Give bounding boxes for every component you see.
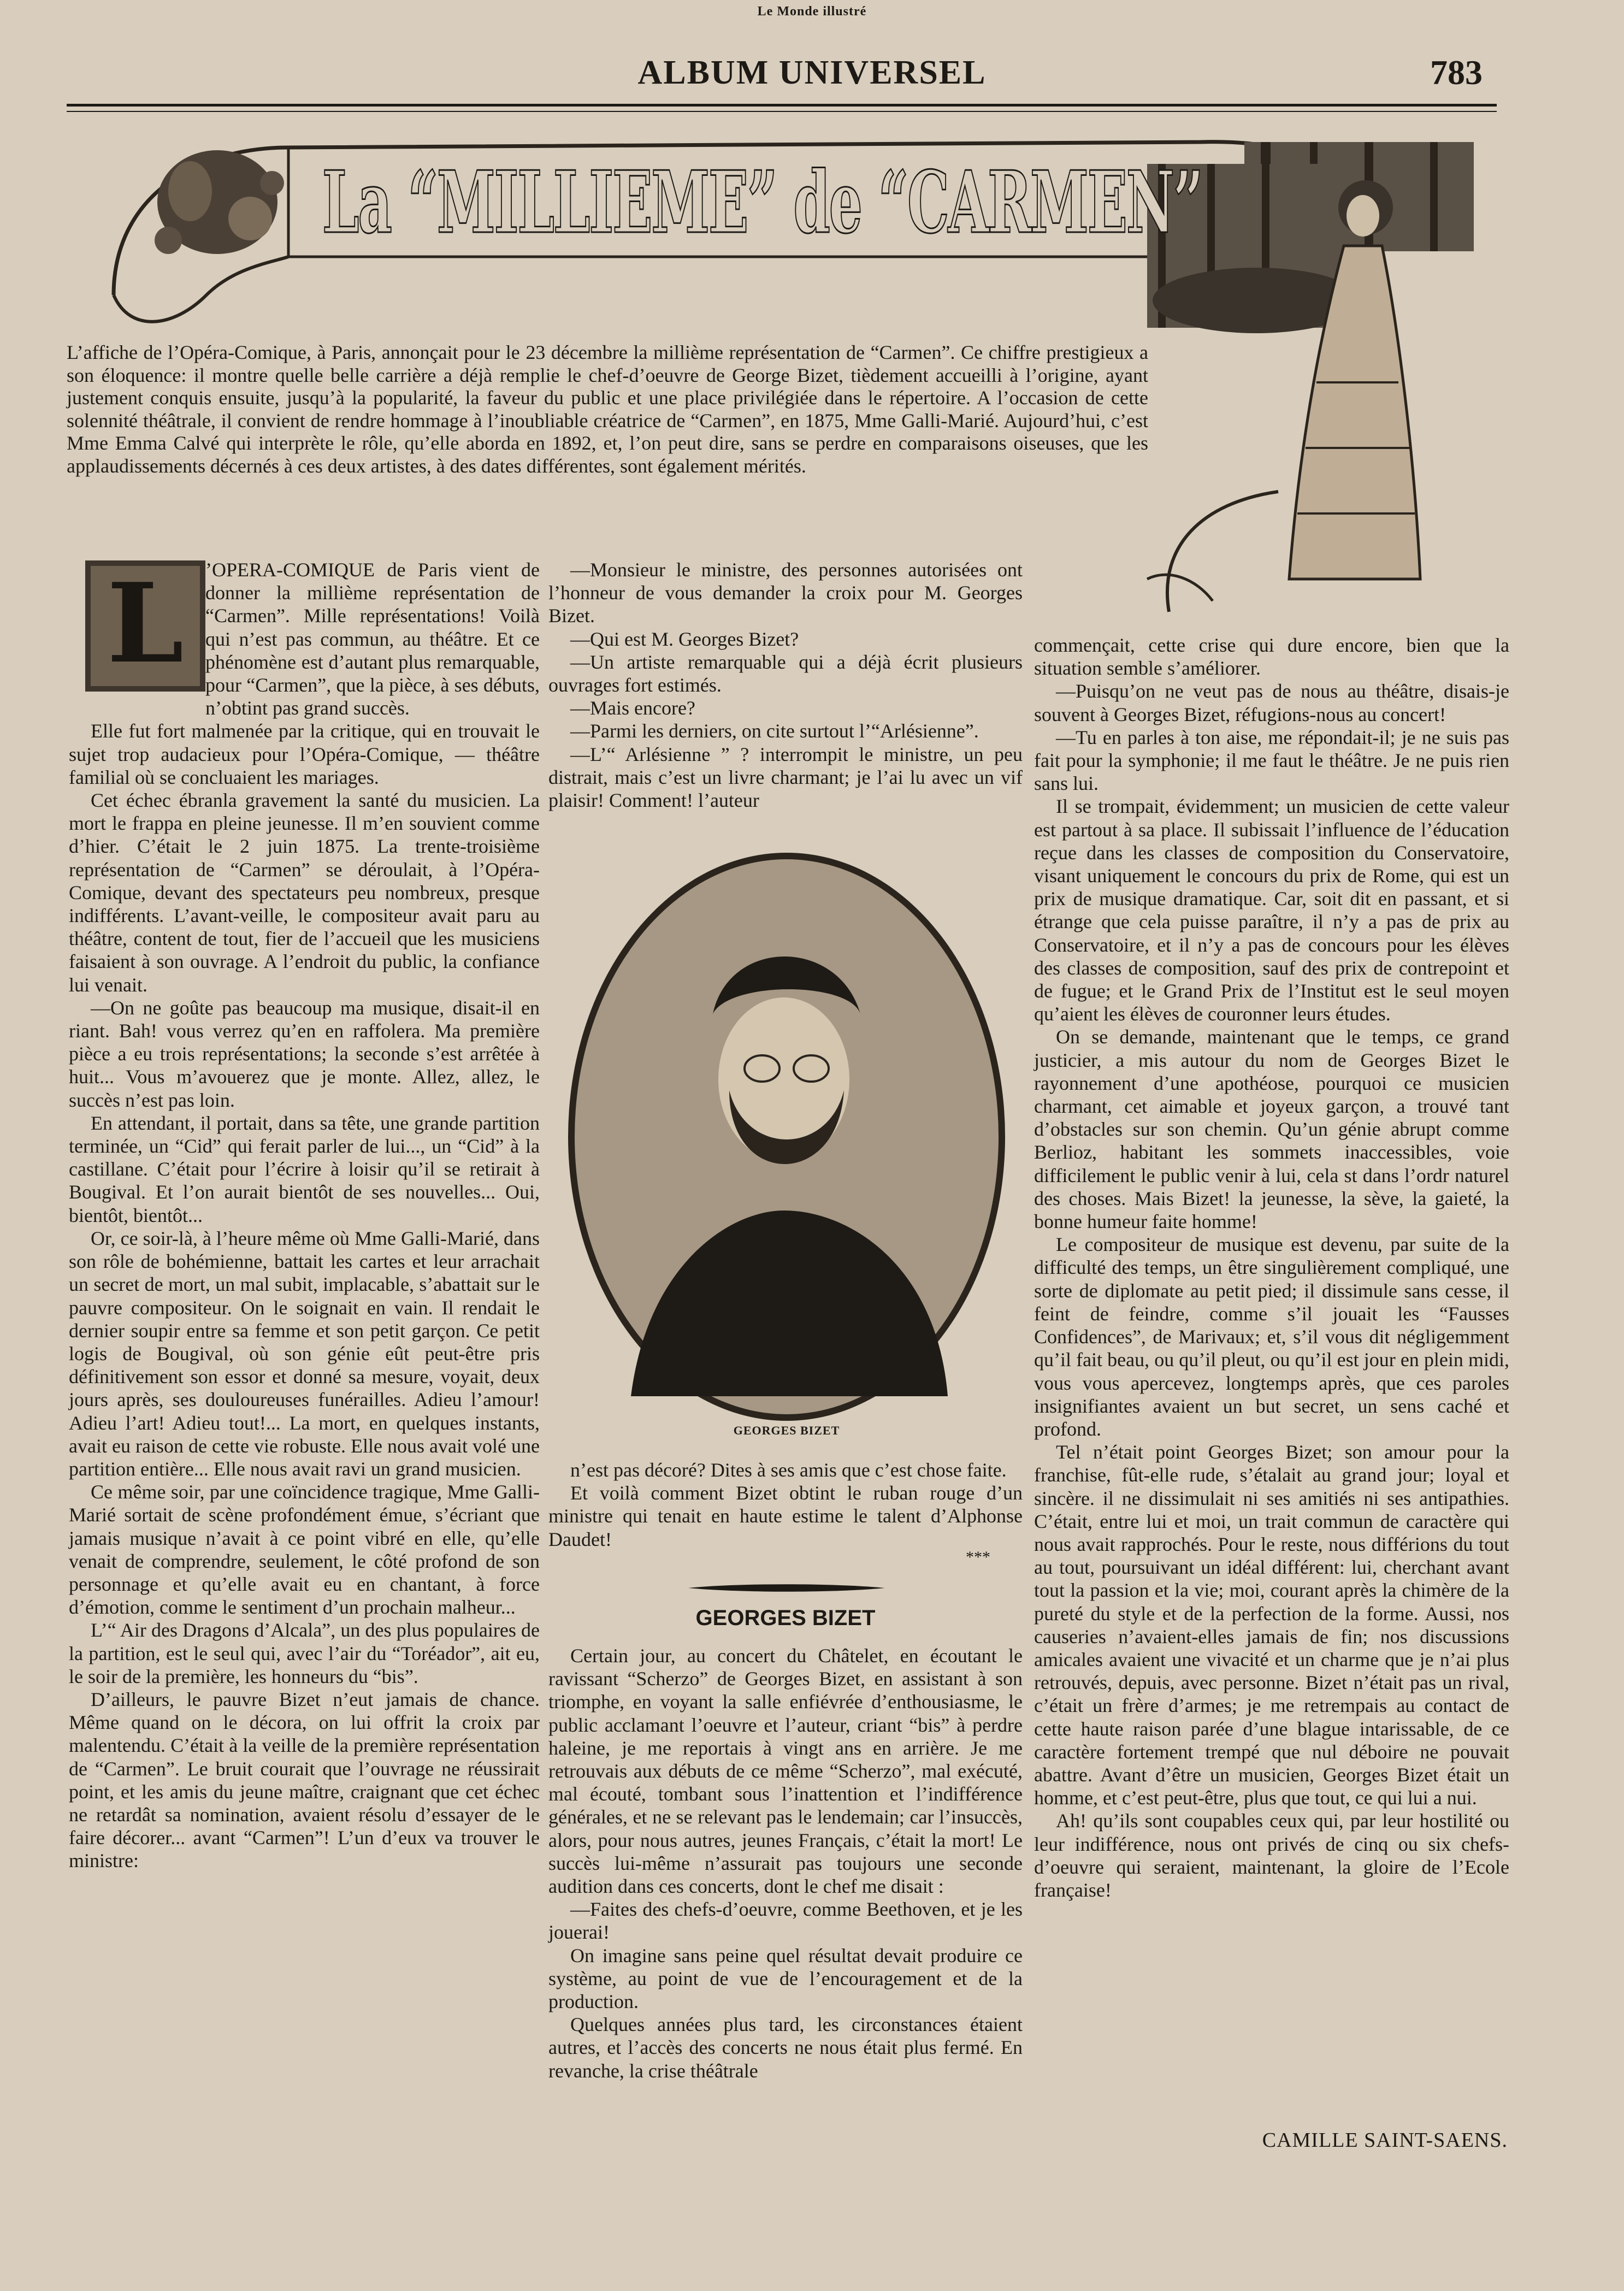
paragraph: En attendant, il portait, dans sa tête, une grande partition terminée, un “Cid” qui ferait parler de lui..., un “Cid” à la castillane. C’était pour l’écrire à loisir qu’il se retirait à Bougival. Et l’on aurait bientôt de ses nouvelles... Oui, bientôt, bientôt... (69, 1112, 540, 1226)
paragraph: —On ne goûte pas beaucoup ma musique, disait-il en riant. Bah! vous verrez qu’en en raffolera. Ma première pièce a eu trois représentations; la seconde s’est arrêtée à huit... Vous m’avouerez que je monte. Allez, allez, le succès n’est pas loin. (69, 996, 540, 1111)
paragraph: —Un artiste remarquable qui a déjà écrit plusieurs ouvrages fort estimés. (548, 651, 1023, 696)
paragraph: —Puisqu’on ne veut pas de nous au théâtre, disais-je souvent à Georges Bizet, réfugions-nous au concert! (1034, 680, 1509, 725)
paragraph: L’“ Air des Dragons d’Alcala”, un des plus populaires de la partition, est le seul qui, avec l’air du “Toréador”, ait eu, le soir de la première, les honneurs du “bis”. (69, 1619, 540, 1687)
column-right (1034, 634, 1509, 1902)
paragraph: On se demande, maintenant que le temps, ce grand justicier, a mis autour du nom de Georges Bizet le rayonnement d’une apothéose, pourquoi ce musicien charmant, cet aimable et joyeux garçon, a trouvé tant d’obstacles sur son chemin. Qu’un génie abrupt comme Berlioz, habitant les sommets inaccessibles, voie difficilement le public venir à lui, cela st dans l’ordr naturel des choses. Mais Bizet! la jeunesse, la sève, la gaieté, la bonne humeur faite homme! (1034, 1026, 1509, 1233)
paragraph: Le compositeur de musique est devenu, par suite de la difficulté des temps, un être singulièrement compliqué, une sorte de diplomate au petit pied; il dissimule sans cesse, il feint de feindre, comme s’il jouait les “Fausses Confidences”, de Marivaux; et, s’il vous dit négligemment qu’il fait beau, ou qu’il pleut, ou qu’il est jour en plein midi, vous vous apercevez, longtemps après, que ces paroles insignifiantes avaient un but secret, un sens caché et profond. (1034, 1233, 1509, 1440)
paragraph: Or, ce soir-là, à l’heure même où Mme Galli-Marié, dans son rôle de bohémienne, battait les cartes et leur arrachait un secret de mort, un mal subit, implacable, s’abattait sur le pauvre compositeur. On le soignait en vain. Il rendait le dernier soupir entre sa femme et son petit garçon. Ce petit logis de Bougival, où son génie eût peut-être pris définitivement son essor et donné sa mesure, voyait, deux jours après, ses douloureuses funérailles. Adieu l’amour! Adieu l’art! Adieu tout!... La mort, en quelques instants, avait eu raison de cette vie robuste. Elle nous avait volé une partition entière... Elle nous avait ravi un grand musicien. (69, 1227, 540, 1480)
intro-text: L’affiche de l’Opéra-Comique, à Paris, annonçait pour le 23 décembre la millième représentation de “Carmen”. Ce chiffre prestigieux a son éloquence: il montre quelle belle carrière a déjà remplie le chef-d’oeuvre de George Bizet, tièdement accueilli à l’origine, ayant justement conquis ensuite, jusqu’à la popularité, la faveur du public et une place privilégiée dans le répertoire. A l’occasion de cette solennité théâtrale, il convient de rendre hommage à l’inoubliable créatrice de “Carmen”, en 1875, Mme Galli-Marié. Aujourd’hui, c’est Mme Emma Calvé qui interprète le rôle, qu’elle aborda en 1892, et, l’on peut dire, sans se perdre en comparaisons oiseuses, que les applaudissements décernés à ces deux artistes, à des dates différentes, sont également mérités. (67, 341, 1148, 477)
paragraph: Cet échec ébranla gravement la santé du musicien. La mort le frappa en pleine jeunesse. Il m’en souvient comme d’hier. C’était le 2 juin 1875. La trente-troisième représentation de “Carmen” se déroulait, à l’Opéra-Comique, devant des spectateurs peu nombreux, presque indifférents. L’avant-veille, le compositeur avait paru au théâtre, content de tout, fier de l’accueil que les musiciens faisaient à son ouvrage. A l’endroit du public, la confiance lui venait. (69, 789, 540, 996)
paragraph: —Mais encore? (570, 697, 695, 719)
article-title-box (322, 147, 1202, 257)
paragraph: Il se trompait, évidemment; un musicien de cette valeur est partout à sa place. Il subissait l’influence de l’éducation reçue dans les classes de composition du Conservatoire, visant uniquement le concours du prix de Rome, qui est un prix de musique dramatique. Car, soit dit en passant, et si étrange que cela puisse paraître, il n’y a pas de prix au Conservatoire, et il n’y a pas de concours pour les élèves des classes de composition, sauf des prix de contrepoint et de fugue; et le Grand Prix de l’Institut est le seul moyen qu’aient les élèves de couronner leurs études. (1034, 795, 1509, 1025)
column-middle-mid (548, 1459, 1023, 1551)
paragraph: Certain jour, au concert du Châtelet, en écoutant le ravissant “Scherzo” de Georges Bizet, en assistant à son triomphe, en voyant la salle enfiévrée d’enthousiasme, le public acclamant l’oeuvre et l’auteur, criant “bis” à perdre haleine, je me reportais à vingt ans en arrière. Je me retrouvais aux débuts de ce même “Scherzo”, mal exécuté, mal écouté, tombant sous l’inattention et l’indifférence générales, et ne se relevant pas le lendemain; car l’insuccès, alors, pour nous autres, jeunes Français, c’était la mort! Le succès lui-même n’assurait pas toujours une seconde audition dans ces concerts, dont le chef me disait : (548, 1645, 1023, 1898)
paragraph: Et voilà comment Bizet obtint le ruban rouge d’un ministre qui tenait en haute estime le talent d’Alphonse Daudet! (548, 1482, 1023, 1550)
section-divider-ornament (688, 1582, 885, 1594)
article-title: La “MILLIEME” de “CARMEN” (322, 152, 1202, 252)
paragraph: Ah! qu’ils sont coupables ceux qui, par leur hostilité ou leur indifférence, nous ont privés de cinq ou six chefs-d’oeuvre qui seraient, maintenant, la gloire de l’Ecole française! (1034, 1810, 1509, 1901)
portrait-caption: GEORGES BIZET (733, 1424, 840, 1437)
paragraph: —Parmi les derniers, on cite surtout l’“Arlésienne”. (570, 720, 979, 742)
author-signature: CAMILLE SAINT-SAENS. (1262, 2129, 1508, 2152)
column-left (69, 558, 540, 1873)
paragraph: Ce même soir, par une coïncidence tragique, Mme Galli-Marié sortait de scène profondément émue, s’écriant que jamais musique n’avait à ce point vibré en elle, qu’elle venait de comprendre, seulement, le côté profond de son personnage et qu’elle avait eu en chantant, à force d’émotion, comme le sentiment d’un prochain malheur... (69, 1481, 540, 1619)
left-floral-ornament (155, 150, 284, 254)
paragraph: —Faites des chefs-d’oeuvre, comme Beethoven, et je les jouerai! (548, 1898, 1023, 1944)
paragraph: D’ailleurs, le pauvre Bizet n’eut jamais de chance. Même quand on le décora, on lui offrit la croix par malentendu. C’était à la veille de la première représentation de “Carmen”. Le bruit courait que l’ouvrage ne réussirait point, et les amis du jeune maître, craignant que cet échec ne retardât sa nomination, avaient résolu d’essayer de le faire décorer... avant “Carmen”! L’un d’eux va trouver le ministre: (69, 1688, 540, 1872)
paragraph: On imagine sans peine quel résultat devait produire ce système, au point de vue de l’encouragement et de la production. (548, 1944, 1023, 2013)
header-rule (67, 104, 1497, 107)
paragraph: Elle fut fort malmenée par la critique, qui en trouvait le sujet trop audacieux pour l’Opéra-Comique, — théâtre familial où se concluaient les mariages. (69, 720, 540, 788)
paragraph: —Tu en parles à ton aise, me répondait-il; je ne suis pas fait pour la symphonie; il me faut le théâtre. Je ne puis rien sans lui. (1034, 726, 1509, 795)
section-heading: GEORGES BIZET (695, 1606, 876, 1630)
paragraph: commençait, cette crise qui dure encore, bien que la situation semble s’améliorer. (1034, 634, 1509, 680)
paragraph: n’est pas décoré? Dites à ses amis que c’est chose faite. (570, 1459, 1007, 1481)
dropcap-letter: L (107, 560, 184, 688)
portrait-georges-bizet (565, 850, 1008, 1424)
column-middle-top (548, 558, 1023, 812)
masthead-small: Le Monde illustré (757, 4, 867, 19)
paragraph: Quelques années plus tard, les circonstances étaient autres, et l’accès des concerts ne nous était plus fermé. En revanche, la crise théâtrale (548, 2014, 1023, 2082)
intro-paragraph (67, 341, 1148, 477)
paragraph: ’OPERA-COMIQUE de Paris vient de donner la millième représentation de “Carmen”. Mille représentations! Voilà qui n’est pas commun, au théâtre. Et ce phénomène est d’autant plus remarquable, pour “Carmen”, que la pièce, à ses débuts, n’obtint pas grand succès. (205, 559, 540, 719)
paragraph: —L’“ Arlésienne ” ? interrompit le ministre, un peu distrait, mais c’est un livre charmant; je l’ai lu avec un vif plaisir! Comment! l’auteur (548, 743, 1023, 812)
section-stars: *** (966, 1548, 990, 1566)
masthead-title: ALBUM UNIVERSEL (637, 54, 987, 91)
paragraph: —Monsieur le ministre, des personnes autorisées ont l’honneur de vous demander la croix pour M. Georges Bizet. (548, 559, 1023, 627)
header-rule-thin (67, 111, 1497, 112)
paragraph: Tel n’était point Georges Bizet; son amour pour la franchise, fût-elle rude, s’étalait au grand jour; loyal et sincère. il ne dissimulait ni ses amitiés ni ses antipathies. C’était, entre lui et moi, un trait commun de caractère qui nous avait rapprochés. Pour le reste, nous différions du tout au tout, poursuivant un idéal différent: lui, cherchant avant tout la passion et la vie; moi, courant après la chimère de la pureté du style et de la perfection de la forme. Aussi, nos causeries n’avaient-elles jamais de fin; nos discussions amicales avaient une vivacité et un charme que je n’ai plus retrouvés, depuis, avec personne. Bizet n’était pas un rival, c’était un frère d’armes; je me retrempais au contact de cette haute raison parée d’une blague intarissable, de ce caractère fortement trempé que nul déboire ne pouvait abattre. Avant d’être un musicien, Georges Bizet était un homme, et c’est peut-être, plus que tout, ce qui lui a nui. (1034, 1441, 1509, 1809)
column-middle-bottom (548, 1644, 1023, 2082)
page-number: 783 (1430, 53, 1483, 92)
paragraph: —Qui est M. Georges Bizet? (570, 628, 799, 650)
